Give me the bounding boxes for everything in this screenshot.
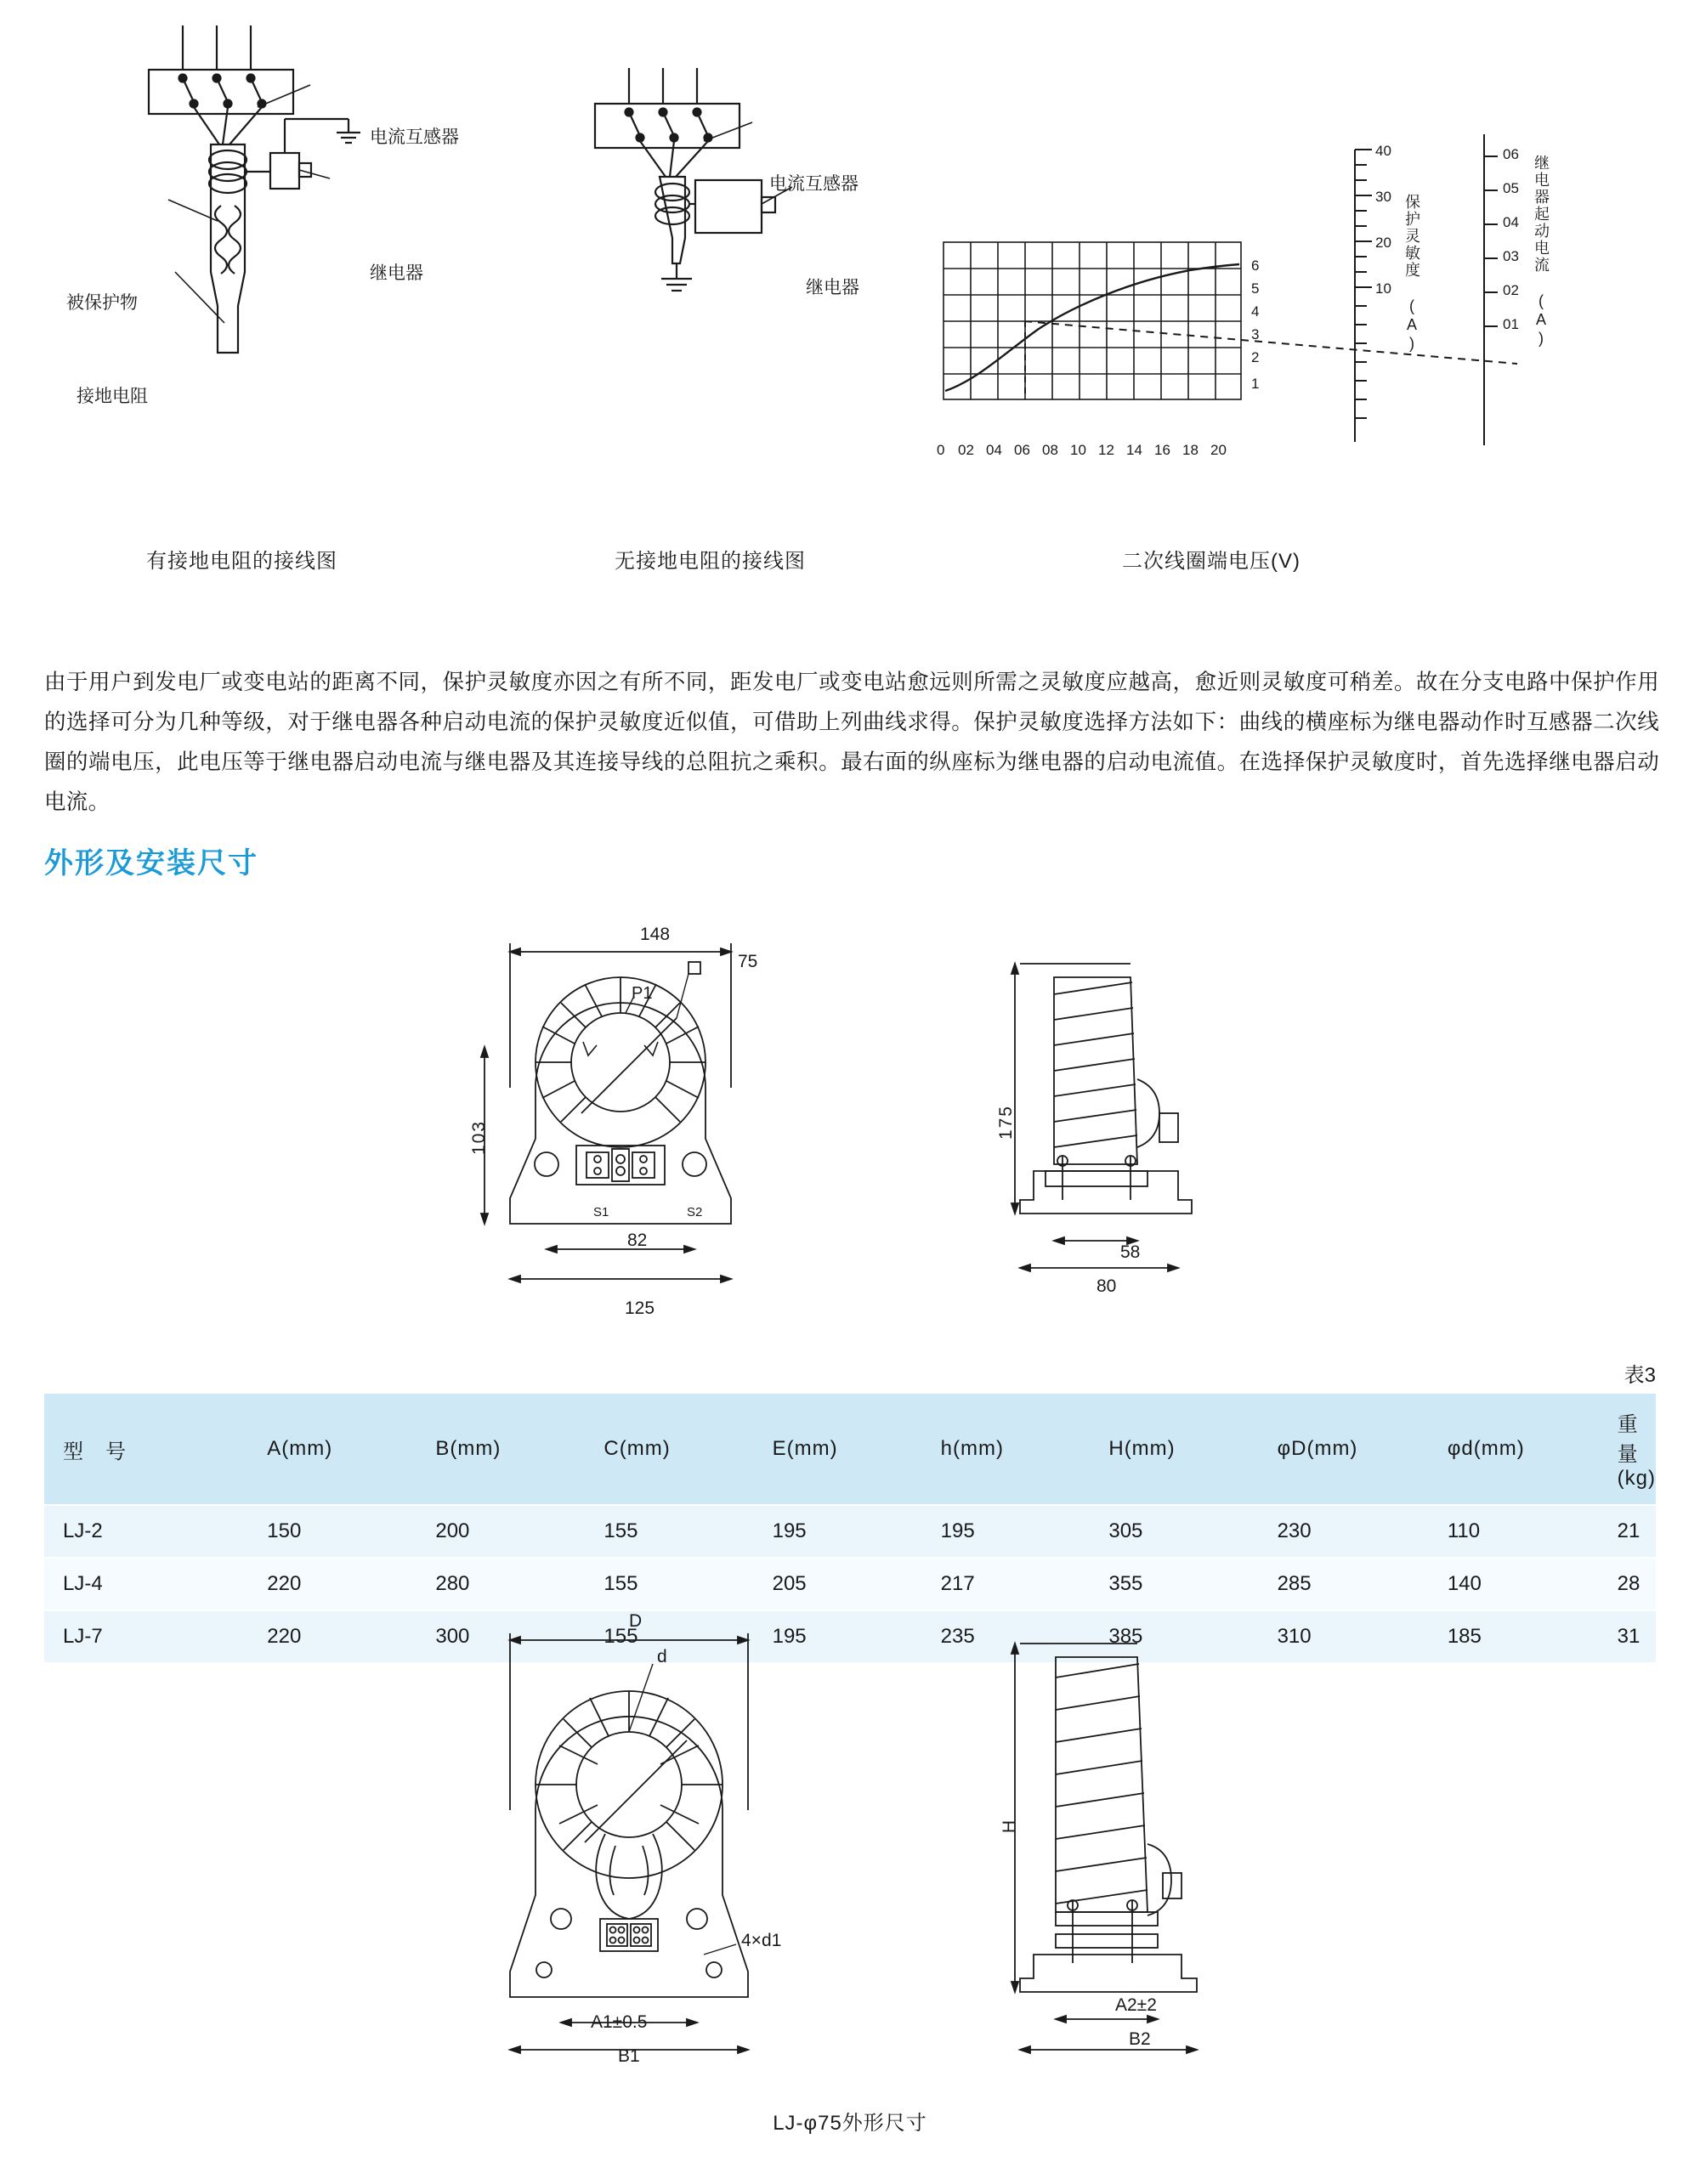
col-phi-d-small: φd(mm) xyxy=(1429,1394,1599,1505)
dim-4xd1: 4×d1 xyxy=(741,1931,782,1950)
label-current-transformer-left: 电流互感器 xyxy=(370,127,459,147)
x-tick-14: 14 xyxy=(1126,442,1142,458)
relay-current-tick-04: 04 xyxy=(1503,214,1519,230)
caption-diagram-left: 有接地电阻的接线图 xyxy=(146,550,337,573)
label-S2: S2 xyxy=(687,1205,703,1219)
dim-80: 80 xyxy=(1096,1276,1117,1296)
caption-diagram-right: 二次线圈端电压(V) xyxy=(1122,550,1300,573)
x-tick-08: 08 xyxy=(1042,442,1058,458)
wiring-diagrams-group xyxy=(0,0,1700,595)
body-paragraph: 由于用户到发电厂或变电站的距离不同，保护灵敏度亦因之有所不同，距发电厂或变电站愈远则所需之灵敏度应越高，愈近则灵敏度可稍差。故在分支电路中保护作用的选择可分为几种等级，对于继电器各种启动电流的保护灵敏度近似值，可借助上列曲线求得。保护灵敏度选择方法如下：曲线的横座标为继电器动作时互感器二次线圈的端电压，此电压等于继电器启动电流与继电器及其连接导线的总阻抗之乘积。最右面的纵座标为继电器的启动电流值。在选择保护灵敏度时，首先选择继电器启动电流。 xyxy=(44,670,1659,814)
label-relay-left: 继电器 xyxy=(370,263,423,283)
cell-e: 195 xyxy=(754,1505,922,1558)
dim-A1: A1±0.5 xyxy=(591,2012,648,2032)
cell-c: 155 xyxy=(585,1610,753,1663)
col-phi-d: φD(mm) xyxy=(1259,1394,1429,1505)
cell-c: 155 xyxy=(585,1505,753,1558)
col-c: C(mm) xyxy=(585,1394,753,1505)
cell-phi-d: 310 xyxy=(1259,1610,1429,1663)
x-tick-06: 06 xyxy=(1014,442,1030,458)
dim-H: H xyxy=(1000,1819,1019,1834)
chart-dashed-link xyxy=(1024,321,1517,381)
dim-82: 82 xyxy=(627,1231,648,1250)
col-e: E(mm) xyxy=(754,1394,922,1505)
dim-d: d xyxy=(657,1647,667,1666)
dim-125: 125 xyxy=(625,1299,655,1318)
dim-103: 103 xyxy=(469,1120,489,1156)
x-tick-0: 0 xyxy=(937,442,945,458)
cell-weight: 31 xyxy=(1599,1610,1656,1663)
cell-h-big: 305 xyxy=(1090,1505,1258,1558)
x-tick-20: 20 xyxy=(1210,442,1227,458)
table-header-row xyxy=(44,1394,1656,1505)
curve-tick-3: 3 xyxy=(1251,326,1260,342)
cell-weight: 21 xyxy=(1599,1505,1656,1558)
cell-model: LJ-2 xyxy=(44,1505,248,1558)
cell-model: LJ-7 xyxy=(44,1610,248,1663)
curve-tick-6: 6 xyxy=(1251,257,1260,274)
cell-c: 155 xyxy=(585,1558,753,1610)
curve-tick-1: 1 xyxy=(1251,376,1260,392)
cell-phi-d-small: 140 xyxy=(1429,1558,1599,1610)
x-tick-12: 12 xyxy=(1098,442,1114,458)
bottom-caption: LJ-φ75外形尺寸 xyxy=(773,2112,927,2135)
cell-phi-d-small: 110 xyxy=(1429,1505,1599,1558)
dim-148: 148 xyxy=(640,925,671,944)
relay-current-tick-03: 03 xyxy=(1503,248,1519,264)
sensitivity-axis-label: 保护灵敏度 (A) xyxy=(1403,194,1420,354)
x-tick-18: 18 xyxy=(1182,442,1198,458)
cell-h-small: 217 xyxy=(922,1558,1091,1610)
cell-weight: 28 xyxy=(1599,1558,1656,1610)
curve-tick-5: 5 xyxy=(1251,280,1260,297)
dim-175: 175 xyxy=(996,1105,1016,1140)
table-row xyxy=(44,1505,1656,1558)
cell-b: 280 xyxy=(416,1558,585,1610)
sensitivity-curve-chart xyxy=(935,132,1258,438)
sensitivity-tick-40: 40 xyxy=(1375,143,1391,159)
col-model: 型 号 xyxy=(44,1394,248,1505)
sensitivity-tick-30: 30 xyxy=(1375,189,1391,205)
label-current-transformer-middle: 电流互感器 xyxy=(769,174,858,194)
label-protected-object: 被保护物 xyxy=(66,293,138,313)
cell-b: 200 xyxy=(416,1505,585,1558)
label-ground-resistor: 接地电阻 xyxy=(76,387,148,406)
col-b: B(mm) xyxy=(416,1394,585,1505)
sensitivity-tick-20: 20 xyxy=(1375,235,1391,251)
sensitivity-tick-10: 10 xyxy=(1375,280,1391,297)
dim-58: 58 xyxy=(1120,1242,1141,1262)
drawing-front-view-bottom xyxy=(476,1615,799,2074)
label-relay-middle: 继电器 xyxy=(806,278,859,297)
x-tick-04: 04 xyxy=(986,442,1002,458)
cell-h-big: 355 xyxy=(1090,1558,1258,1610)
cell-h-small: 195 xyxy=(922,1505,1091,1558)
cell-a: 150 xyxy=(248,1505,416,1558)
dim-B2: B2 xyxy=(1129,2029,1151,2049)
table-note: 表3 xyxy=(1624,1364,1656,1387)
dim-A2: A2±2 xyxy=(1115,1995,1157,2015)
cell-phi-d: 285 xyxy=(1259,1558,1429,1610)
dim-75: 75 xyxy=(738,952,758,971)
curve-tick-2: 2 xyxy=(1251,349,1260,365)
x-tick-02: 02 xyxy=(958,442,974,458)
dim-D: D xyxy=(629,1611,643,1631)
dimensions-table xyxy=(44,1394,1656,1664)
cell-e: 205 xyxy=(754,1558,922,1610)
label-P1: P1 xyxy=(632,984,653,1003)
table-row xyxy=(44,1558,1656,1610)
x-tick-10: 10 xyxy=(1070,442,1086,458)
section-title-dimensions: 外形及安装尺寸 xyxy=(44,847,258,880)
relay-current-tick-02: 02 xyxy=(1503,282,1519,298)
col-h-small: h(mm) xyxy=(922,1394,1091,1505)
cell-a: 220 xyxy=(248,1558,416,1610)
cell-e: 195 xyxy=(754,1610,922,1663)
label-S1: S1 xyxy=(593,1205,609,1219)
relay-current-tick-01: 01 xyxy=(1503,316,1519,332)
col-h-big: H(mm) xyxy=(1090,1394,1258,1505)
table-row xyxy=(44,1610,1656,1663)
wiring-diagram-with-ground-resistor xyxy=(102,17,527,527)
col-weight: 重量(kg) xyxy=(1599,1394,1656,1505)
cell-a: 220 xyxy=(248,1610,416,1663)
curve-tick-4: 4 xyxy=(1251,303,1260,320)
cell-phi-d: 230 xyxy=(1259,1505,1429,1558)
caption-diagram-middle: 无接地电阻的接线图 xyxy=(615,550,806,573)
cell-model: LJ-4 xyxy=(44,1558,248,1610)
dim-B1: B1 xyxy=(618,2046,640,2066)
cell-b: 300 xyxy=(416,1610,585,1663)
col-a: A(mm) xyxy=(248,1394,416,1505)
cell-phi-d-small: 185 xyxy=(1429,1610,1599,1663)
cell-h-big: 385 xyxy=(1090,1610,1258,1663)
wiring-diagram-without-ground-resistor xyxy=(561,68,935,493)
x-tick-16: 16 xyxy=(1154,442,1170,458)
cell-h-small: 235 xyxy=(922,1610,1091,1663)
relay-current-tick-06: 06 xyxy=(1503,146,1519,162)
relay-current-tick-05: 05 xyxy=(1503,180,1519,196)
drawing-front-view-top xyxy=(476,918,782,1317)
relay-current-axis-label: 继电器起动电流 (A) xyxy=(1533,155,1550,348)
